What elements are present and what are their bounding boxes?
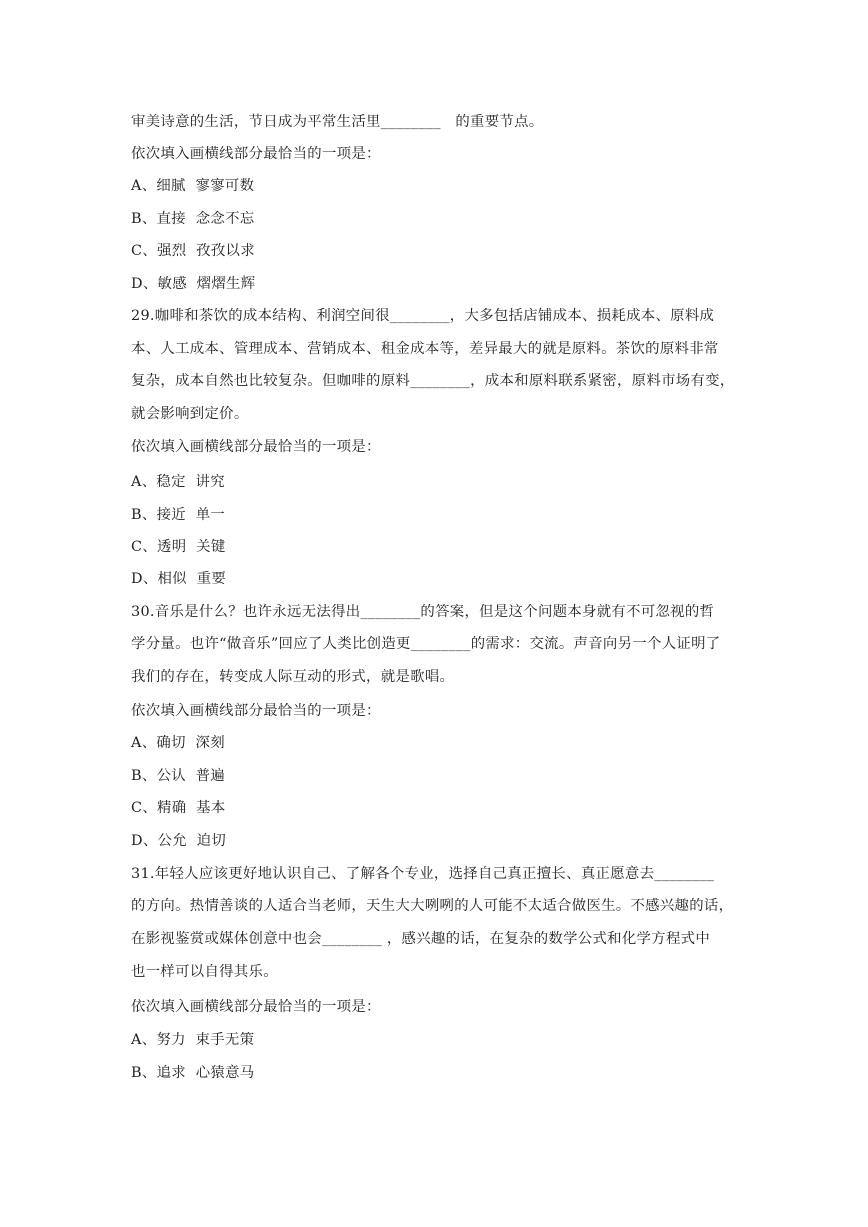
- question-prompt: 依次填入画横线部分最恰当的一项是：: [131, 146, 381, 162]
- option-c: C、强烈 孜孜以求: [131, 243, 255, 259]
- question-30-line: 我们的存在，转变成人际互动的形式，就是歌唱。: [131, 669, 455, 685]
- question-29-line: 本、人工成本、管理成本、营销成本、租金成本等，差异最大的就是原料。茶饮的原料非常: [131, 341, 719, 357]
- question-31-line: 在影视鉴赏或媒体创意中也会________ ，感兴趣的话，在复杂的数学公式和化学方程式中: [131, 931, 711, 947]
- option-d: D、敏感 熠熠生辉: [131, 276, 256, 292]
- text-line: 审美诗意的生活，节日成为平常生活里________ 的重要节点。: [131, 114, 544, 130]
- option-d: D、公允 迫切: [131, 833, 227, 849]
- option-a: A、稳定 讲究: [131, 474, 225, 490]
- option-b: B、接近 单一: [131, 507, 226, 523]
- option-c: C、精确 基本: [131, 800, 226, 816]
- option-b: B、公认 普遍: [131, 768, 226, 784]
- question-29-line: 就会影响到定价。: [131, 406, 249, 422]
- question-29-line: 29.咖啡和茶饮的成本结构、利润空间很________，大多包括店铺成本、损耗成本、原料成: [131, 308, 715, 324]
- option-b: B、追求 心猿意马: [131, 1065, 255, 1081]
- question-prompt: 依次填入画横线部分最恰当的一项是：: [131, 703, 381, 719]
- question-31-line: 也一样可以自得其乐。: [131, 964, 278, 980]
- question-31-line: 31.年轻人应该更好地认识自己、了解各个专业，选择自己真正擅长、真正愿意去________: [131, 866, 715, 882]
- question-prompt: 依次填入画横线部分最恰当的一项是：: [131, 999, 381, 1015]
- question-prompt: 依次填入画横线部分最恰当的一项是：: [131, 439, 381, 455]
- option-d: D、相似 重要: [131, 571, 227, 587]
- option-b: B、直接 念念不忘: [131, 211, 255, 227]
- option-a: A、细腻 寥寥可数: [131, 178, 255, 194]
- question-29-line: 复杂，成本自然也比较复杂。但咖啡的原料________，成本和原料联系紧密，原料市场有变，: [131, 373, 735, 389]
- question-31-line: 的方向。热情善谈的人适合当老师，天生大大咧咧的人可能不太适合做医生。不感兴趣的话，: [131, 898, 734, 914]
- option-a: A、确切 深刻: [131, 735, 225, 751]
- option-a: A、努力 束手无策: [131, 1032, 255, 1048]
- option-c: C、透明 关键: [131, 539, 226, 555]
- question-30-line: 学分量。也许“做音乐”回应了人类比创造更________的需求：交流。声音向另一个人证明了: [131, 636, 721, 652]
- question-30-line: 30.音乐是什么？也许永远无法得出________的答案，但是这个问题本身就有不可忽视的哲: [131, 604, 715, 620]
